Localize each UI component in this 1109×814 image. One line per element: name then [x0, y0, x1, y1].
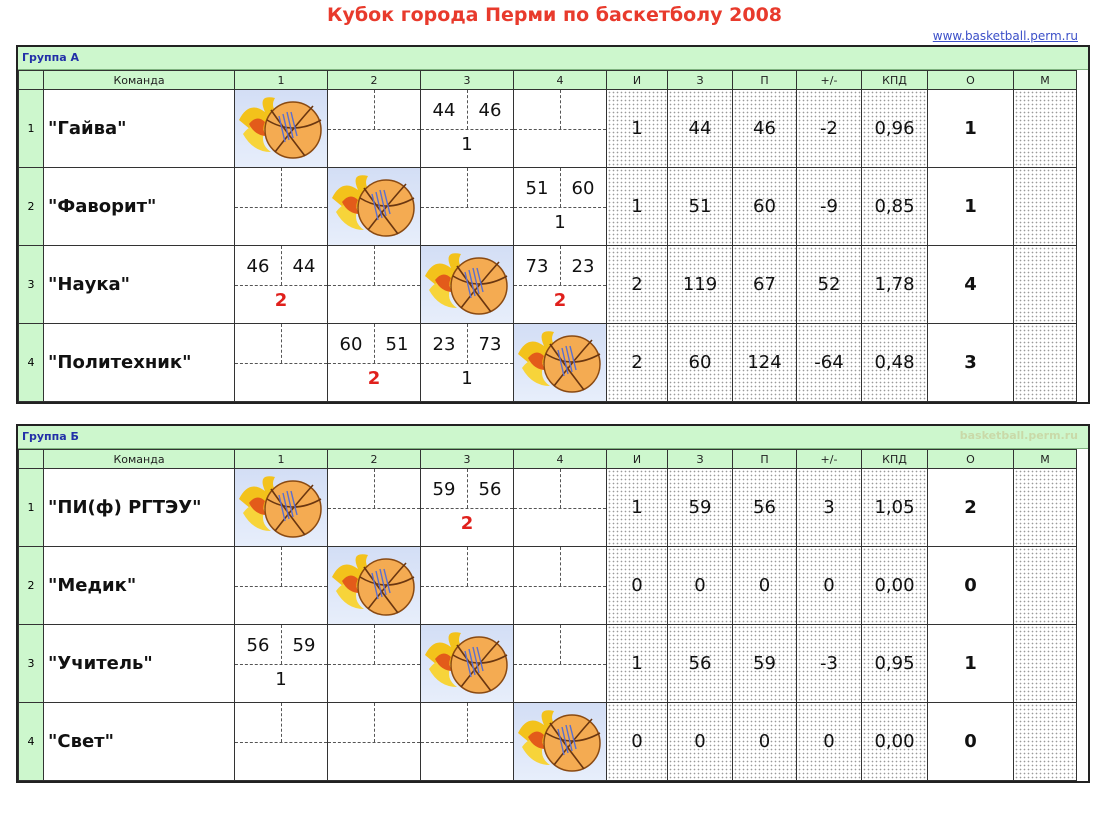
header-scored: З	[668, 450, 733, 469]
stat-diff-value: 0	[823, 575, 835, 596]
team-index: 2	[19, 547, 44, 625]
header-diff: +/-	[797, 450, 862, 469]
stat-place	[1014, 547, 1077, 625]
basketball-icon	[235, 90, 327, 167]
stat-conceded	[733, 625, 797, 703]
stat-points: 3	[928, 324, 1014, 402]
header-place: М	[1014, 450, 1077, 469]
stat-scored-value: 44	[688, 118, 712, 139]
team-index: 2	[19, 168, 44, 246]
header-scored: З	[668, 71, 733, 90]
table-row	[19, 246, 1077, 324]
team-index: 1	[19, 469, 44, 547]
score-own: 60	[339, 334, 363, 355]
stat-scored	[668, 469, 733, 547]
page-title: Кубок города Перми по баскетболу 2008	[326, 4, 783, 26]
stat-scored-value: 51	[688, 196, 712, 217]
match-result-cell	[328, 246, 421, 324]
header-kpd: КПД	[862, 450, 928, 469]
header-col-c1: 1	[235, 71, 328, 90]
stat-place	[1014, 90, 1077, 168]
match-result-cell	[514, 90, 607, 168]
stat-points: 2	[928, 469, 1014, 547]
stat-diff	[797, 703, 862, 781]
group-name: Группа А	[22, 51, 80, 64]
stat-games	[607, 625, 668, 703]
match-result-cell	[421, 90, 514, 168]
header-place: М	[1014, 71, 1077, 90]
header-col-c2: 2	[328, 450, 421, 469]
group-name: Группа Б	[22, 430, 79, 443]
result-grid	[514, 469, 606, 546]
match-points: 1	[461, 368, 473, 389]
header-col-c4: 4	[514, 450, 607, 469]
group-header	[18, 47, 1088, 70]
stat-kpd	[862, 246, 928, 324]
group-table	[16, 45, 1090, 404]
match-result-cell	[514, 469, 607, 547]
result-grid	[328, 625, 420, 702]
stat-scored	[668, 324, 733, 402]
team-name: "ПИ(ф) РГТЭУ"	[44, 469, 235, 547]
table-row	[19, 168, 1077, 246]
stat-conceded-value: 59	[753, 653, 776, 674]
match-result-cell	[235, 246, 328, 324]
match-result-cell	[328, 625, 421, 703]
stat-points: 1	[928, 90, 1014, 168]
header-col-c1: 1	[235, 450, 328, 469]
team-index: 3	[19, 625, 44, 703]
team-name: "Свет"	[44, 703, 235, 781]
score-own: 51	[525, 178, 549, 199]
result-grid	[421, 168, 513, 245]
score-opponent: 51	[385, 334, 409, 355]
team-index: 4	[19, 324, 44, 402]
header-points: О	[928, 450, 1014, 469]
stat-conceded	[733, 90, 797, 168]
match-result-cell	[235, 324, 328, 402]
table-row	[19, 469, 1077, 547]
stat-conceded	[733, 168, 797, 246]
stat-games-value: 0	[631, 575, 643, 596]
table-row	[19, 547, 1077, 625]
team-name: "Наука"	[44, 246, 235, 324]
header-row	[19, 71, 1077, 90]
header-col-c4: 4	[514, 71, 607, 90]
stat-conceded	[733, 324, 797, 402]
stat-conceded	[733, 703, 797, 781]
results-table	[18, 70, 1077, 402]
stat-scored	[668, 168, 733, 246]
result-grid	[421, 703, 513, 780]
match-result-cell	[514, 625, 607, 703]
header-col-c2: 2	[328, 71, 421, 90]
match-points: 2	[274, 290, 288, 311]
header-conceded: П	[733, 71, 797, 90]
self-match-cell	[235, 90, 328, 168]
stat-diff-value: -64	[814, 352, 844, 373]
score-own: 23	[432, 334, 456, 355]
result-grid	[328, 703, 420, 780]
header-games: И	[607, 71, 668, 90]
match-result-cell	[235, 168, 328, 246]
stat-scored-value: 56	[688, 653, 712, 674]
score-opponent: 60	[571, 178, 595, 199]
stat-kpd-value: 0,95	[874, 653, 915, 674]
result-grid	[328, 90, 420, 167]
result-grid	[514, 625, 606, 702]
result-grid	[235, 324, 327, 401]
score-own: 73	[525, 256, 549, 277]
header-diff: +/-	[797, 71, 862, 90]
match-result-cell	[421, 469, 514, 547]
header-team: Команда	[44, 450, 235, 469]
header-col-c3: 3	[421, 450, 514, 469]
result-grid	[328, 469, 420, 546]
stat-diff-value: 0	[823, 731, 835, 752]
group-header	[18, 426, 1088, 449]
stat-kpd-value: 0,85	[874, 196, 915, 217]
header-row	[19, 450, 1077, 469]
header-points: О	[928, 71, 1014, 90]
stat-kpd-value: 0,00	[874, 575, 915, 596]
stat-scored	[668, 90, 733, 168]
stat-diff	[797, 547, 862, 625]
stat-games-value: 1	[631, 196, 643, 217]
match-result-cell	[235, 625, 328, 703]
stat-scored-value: 119	[682, 274, 718, 295]
stat-kpd-value: 0,00	[874, 731, 915, 752]
stat-games-value: 1	[631, 118, 643, 139]
match-result-cell	[421, 168, 514, 246]
score-opponent: 73	[478, 334, 502, 355]
stat-scored	[668, 547, 733, 625]
self-match-cell	[235, 469, 328, 547]
stat-conceded-value: 124	[747, 352, 782, 373]
results-table	[18, 449, 1077, 781]
match-points: 2	[460, 513, 474, 534]
result-grid	[235, 168, 327, 245]
stat-kpd	[862, 625, 928, 703]
stat-diff-value: -9	[820, 196, 838, 217]
stat-kpd-value: 1,78	[874, 274, 915, 295]
stat-place	[1014, 168, 1077, 246]
stat-games-value: 0	[631, 731, 643, 752]
team-name: "Гайва"	[44, 90, 235, 168]
score-opponent: 44	[292, 256, 316, 277]
stat-kpd-value: 1,05	[874, 497, 915, 518]
stat-kpd	[862, 90, 928, 168]
result-grid	[328, 246, 420, 323]
stat-conceded-value: 56	[753, 497, 776, 518]
self-match-cell	[421, 246, 514, 324]
score-opponent: 23	[571, 256, 595, 277]
result-grid	[514, 547, 606, 624]
stat-conceded-value: 0	[758, 575, 771, 596]
stat-games	[607, 547, 668, 625]
match-points: 1	[461, 134, 473, 155]
stat-diff	[797, 90, 862, 168]
stat-games-value: 1	[631, 497, 643, 518]
stat-place	[1014, 324, 1077, 402]
score-own: 46	[246, 256, 270, 277]
self-match-cell	[514, 703, 607, 781]
team-name: "Учитель"	[44, 625, 235, 703]
site-link[interactable]: www.basketball.perm.ru	[932, 29, 1078, 43]
stat-games	[607, 246, 668, 324]
stat-kpd	[862, 703, 928, 781]
header-games: И	[607, 450, 668, 469]
match-points: 1	[275, 669, 287, 690]
self-match-cell	[328, 547, 421, 625]
group-table	[16, 424, 1090, 783]
result-grid	[235, 703, 327, 780]
score-own: 44	[432, 100, 456, 121]
match-result-cell	[514, 168, 607, 246]
stat-points: 0	[928, 703, 1014, 781]
stat-scored-value: 0	[694, 731, 706, 752]
stat-scored	[668, 246, 733, 324]
stat-conceded-value: 0	[758, 731, 771, 752]
stat-games	[607, 90, 668, 168]
team-name: "Медик"	[44, 547, 235, 625]
match-points: 1	[554, 212, 566, 233]
stat-diff-value: -2	[820, 118, 838, 139]
stat-place	[1014, 625, 1077, 703]
basketball-icon	[328, 168, 420, 245]
stat-kpd	[862, 324, 928, 402]
score-own: 56	[246, 635, 270, 656]
stat-games	[607, 469, 668, 547]
stat-conceded	[733, 469, 797, 547]
stat-place	[1014, 246, 1077, 324]
stat-points: 1	[928, 625, 1014, 703]
match-result-cell	[328, 469, 421, 547]
basketball-icon	[328, 547, 420, 624]
match-result-cell	[235, 547, 328, 625]
stat-points: 1	[928, 168, 1014, 246]
stat-kpd	[862, 168, 928, 246]
header-index	[19, 71, 44, 90]
stat-conceded-value: 60	[753, 196, 776, 217]
header-team: Команда	[44, 71, 235, 90]
score-opponent: 46	[478, 100, 502, 121]
header-index	[19, 450, 44, 469]
result-grid	[514, 90, 606, 167]
team-name: "Фаворит"	[44, 168, 235, 246]
stat-diff	[797, 625, 862, 703]
stat-kpd	[862, 547, 928, 625]
match-result-cell	[421, 547, 514, 625]
basketball-icon	[514, 324, 606, 401]
stat-games	[607, 168, 668, 246]
score-opponent: 59	[292, 635, 316, 656]
stat-scored	[668, 703, 733, 781]
stat-points: 4	[928, 246, 1014, 324]
stat-games-value: 2	[631, 352, 643, 373]
stat-place	[1014, 469, 1077, 547]
score-opponent: 56	[478, 479, 502, 500]
stat-diff	[797, 324, 862, 402]
result-grid	[235, 547, 327, 624]
stat-kpd-value: 0,96	[874, 118, 915, 139]
team-index: 1	[19, 90, 44, 168]
match-result-cell	[328, 324, 421, 402]
stat-games	[607, 324, 668, 402]
header-col-c3: 3	[421, 71, 514, 90]
match-result-cell	[328, 90, 421, 168]
team-index: 3	[19, 246, 44, 324]
stat-scored-value: 60	[688, 352, 712, 373]
match-result-cell	[421, 324, 514, 402]
stat-diff	[797, 168, 862, 246]
self-match-cell	[421, 625, 514, 703]
group-watermark: basketball.perm.ru	[959, 429, 1078, 442]
basketball-icon	[514, 703, 606, 780]
stat-conceded-value: 67	[753, 274, 776, 295]
stat-scored-value: 59	[688, 497, 712, 518]
stat-conceded	[733, 246, 797, 324]
header-kpd: КПД	[862, 71, 928, 90]
stat-games-value: 1	[631, 653, 643, 674]
match-result-cell	[421, 703, 514, 781]
match-result-cell	[235, 703, 328, 781]
stat-diff	[797, 246, 862, 324]
stat-scored	[668, 625, 733, 703]
stat-diff	[797, 469, 862, 547]
score-own: 59	[432, 479, 456, 500]
table-row	[19, 625, 1077, 703]
basketball-icon	[421, 625, 513, 702]
match-result-cell	[514, 246, 607, 324]
self-match-cell	[514, 324, 607, 402]
stat-kpd	[862, 469, 928, 547]
basketball-icon	[421, 246, 513, 323]
team-index: 4	[19, 703, 44, 781]
stat-scored-value: 0	[694, 575, 706, 596]
table-row	[19, 703, 1077, 781]
stat-points: 0	[928, 547, 1014, 625]
header-conceded: П	[733, 450, 797, 469]
basketball-icon	[235, 469, 327, 546]
stat-games-value: 2	[631, 274, 643, 295]
stat-conceded-value: 46	[753, 118, 776, 139]
stat-diff-value: 3	[823, 497, 835, 518]
table-row	[19, 324, 1077, 402]
stat-diff-value: 52	[817, 274, 841, 295]
match-result-cell	[328, 703, 421, 781]
stat-diff-value: -3	[820, 653, 838, 674]
stat-games	[607, 703, 668, 781]
team-name: "Политехник"	[44, 324, 235, 402]
self-match-cell	[328, 168, 421, 246]
result-grid	[421, 547, 513, 624]
stat-kpd-value: 0,48	[874, 352, 915, 373]
table-row	[19, 90, 1077, 168]
stat-conceded	[733, 547, 797, 625]
stat-place	[1014, 703, 1077, 781]
match-points: 2	[553, 290, 567, 311]
match-points: 2	[367, 368, 381, 389]
match-result-cell	[514, 547, 607, 625]
